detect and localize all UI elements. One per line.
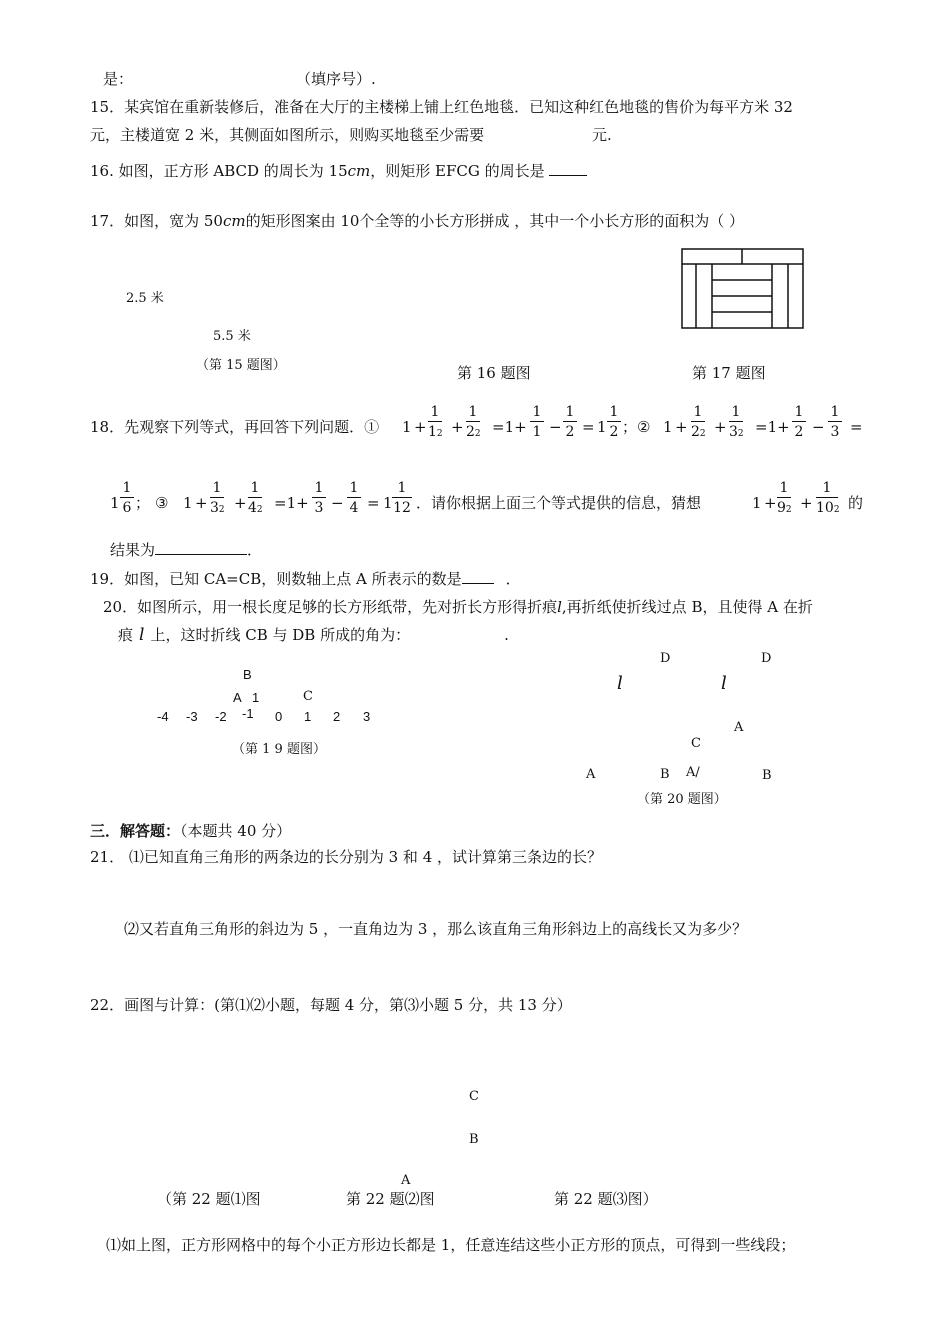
q18-one: 1 [597,418,607,436]
fig19-tick: -3 [186,709,198,724]
q18-fraction: $\frac{1}{2}$ [607,405,621,439]
fig17-rectangle-pattern [680,247,806,331]
fig16-caption: 第 16 题图 [457,364,531,382]
fig19-label-one: 1 [252,690,260,705]
q18-intro: 18．先观察下列等式，再回答下列问题．① [90,418,380,436]
q18-plus: + [414,418,427,436]
fig19-tick: 1 [304,709,312,724]
fig20-label-a: A [734,720,744,735]
fig22-caption-1: （第 22 题⑴图 [157,1190,261,1208]
fig19-tick: -1 [242,706,254,721]
q18-minus: − [331,494,344,512]
q20-line2: 痕 l 上，这时折线 CB 与 DB 所成的角为： . [118,625,509,645]
fig15-caption: （第 15 题图） [196,358,286,373]
q18-one: 1 [110,494,120,512]
q18-result: 结果为 ． [110,541,263,559]
q18-fraction: $\frac{1}{102}$ [816,480,840,516]
fig22-label-a: A [401,1173,411,1188]
q18-eq: =1+ [274,494,309,512]
fig15-width-label: 5.5 米 [213,329,251,344]
fig19-label-a: A [233,690,242,705]
q18-de: 的 [848,494,864,512]
q18-eq: = [582,418,595,436]
q18-fraction: $\frac{1}{12}$ [393,480,411,516]
q18-fraction: $\frac{1}{2}$ [792,405,806,439]
q18-one: 1 [183,494,193,512]
q18-fraction: $\frac{1}{42}$ [248,480,263,516]
q18-fraction: $\frac{1}{12}$ [428,404,443,440]
q18-minus: − [549,418,562,436]
q18-plus: + [675,418,688,436]
q18-sep: ； [622,418,638,436]
section3-heading: 三．解答题：（本题共 40 分） [90,822,292,840]
q18-plus: + [451,418,464,436]
q18-plus: + [764,494,777,512]
q18-plus: + [195,494,208,512]
q18-fraction: $\frac{1}{22}$ [466,404,481,440]
fig20-label-l: l [721,673,727,694]
fig19-label-c: C [303,689,313,704]
q18-fraction: $\frac{1}{6}$ [120,481,134,515]
fig22-label-b: B [469,1132,479,1147]
q21-part1: 21． ⑴已知直角三角形的两条边的长分别为 3 和 4 ，试计算第三条边的长？ [90,848,603,866]
q16-answer-blank[interactable] [549,175,587,176]
q18-one: 1 [402,418,412,436]
fig22-caption-3: 第 22 题⑶图） [554,1190,658,1208]
q18-guess: ．请你根据上面三个等式提供的信息，猜想 [416,494,702,512]
q15-line1: 15．某宾馆在重新装修后，准备在大厅的主楼梯上铺上红色地毯．已知这种红色地毯的售价为每平方米 32 [90,98,793,116]
fig20-label-a-prime: A/ [686,765,700,780]
q16-text: 16. 如图，正方形 ABCD 的周长为 15cm，则矩形 EFCG 的周长是 [90,162,587,180]
fig20-label-b: B [762,768,772,783]
q18-eq: =1+ [492,418,527,436]
q18-answer-blank[interactable] [155,554,247,555]
q18-fraction: $\frac{1}{92}$ [777,480,792,516]
q17-text: 17．如图，宽为 50cm的矩形图案由 10个全等的小长方形拼成 ，其中一个小长方形的面积为（ ） [90,212,744,230]
fig20-caption: （第 20 题图） [637,792,727,807]
q18-one: 1 [663,418,673,436]
fig22-label-c: C [469,1089,479,1104]
q18-fraction: $\frac{1}{3}$ [828,405,842,439]
fig17-caption: 第 17 题图 [692,364,766,382]
fig19-label-b: B [243,667,252,682]
fig19-tick: -2 [215,709,227,724]
q18-one: 1 [383,494,393,512]
q18-fraction: $\frac{1}{22}$ [691,404,706,440]
q15-line2b: 元. [592,126,612,144]
q18-one: 1 [752,494,762,512]
q18-fraction: $\frac{1}{4}$ [347,481,361,515]
q18-plus: + [234,494,247,512]
q18-eq: =1+ [755,418,790,436]
q18-fraction: $\frac{1}{1}$ [530,405,544,439]
q21-part2: ⑵又若直角三角形的斜边为 5 ，一直角边为 3 ，那么该直角三角形斜边上的高线长又为多少？ [124,920,748,938]
fig20-label-a: A [586,767,596,782]
q18-eq: = [850,418,863,436]
fig19-caption: （第 1 9 题图） [232,742,326,757]
q15-line2a: 元，主楼道宽 2 米，其侧面如图所示，则购买地毯至少需要 [90,126,485,144]
q18-circle-3: ③ [155,494,169,512]
q14-hint: （填序号）. [296,70,376,88]
fig19-tick: -4 [157,709,169,724]
q18-fraction: $\frac{1}{2}$ [563,405,577,439]
fig19-tick: 0 [275,709,283,724]
q18-plus: + [714,418,727,436]
q18-fraction: $\frac{1}{32}$ [729,404,744,440]
q18-plus: + [800,494,813,512]
q18-fraction: $\frac{1}{32}$ [210,480,225,516]
q19-text: 19．如图，已知 CA=CB，则数轴上点 A 所表示的数是 ． [90,570,521,588]
fig20-label-b: B [660,767,670,782]
q18-sep: ； [135,494,151,512]
fig15-height-label: 2.5 米 [126,291,164,306]
q18-fraction: $\frac{1}{3}$ [312,481,326,515]
fig19-tick: 2 [333,709,341,724]
fig19-tick: 3 [363,709,371,724]
q18-minus: − [812,418,825,436]
q18-circle-2: ② [637,418,651,436]
fig22-caption-2: 第 22 题⑵图 [346,1190,435,1208]
fig20-label-d: D [761,651,772,666]
q22-title: 22．画图与计算：(第⑴⑵小题，每题 4 分，第⑶小题 5 分，共 13 分） [90,996,572,1014]
fig20-label-d: D [660,651,671,666]
q22-part1: ⑴如上图，正方形网格中的每个小正方形边长都是 1，任意连结这些小正方形的顶点，可得到一些线段； [106,1236,796,1254]
q18-eq: = [367,494,380,512]
q14-prefix: 是： [103,70,134,88]
q19-answer-blank[interactable] [462,583,494,584]
fig20-label-l: l [617,673,623,694]
fig20-label-c: C [691,736,701,751]
q20-line1: 20．如图所示，用一根长度足够的长方形纸带，先对折长方形得折痕l,再折纸使折线过点 B，且使得 A 在折 [103,598,813,616]
